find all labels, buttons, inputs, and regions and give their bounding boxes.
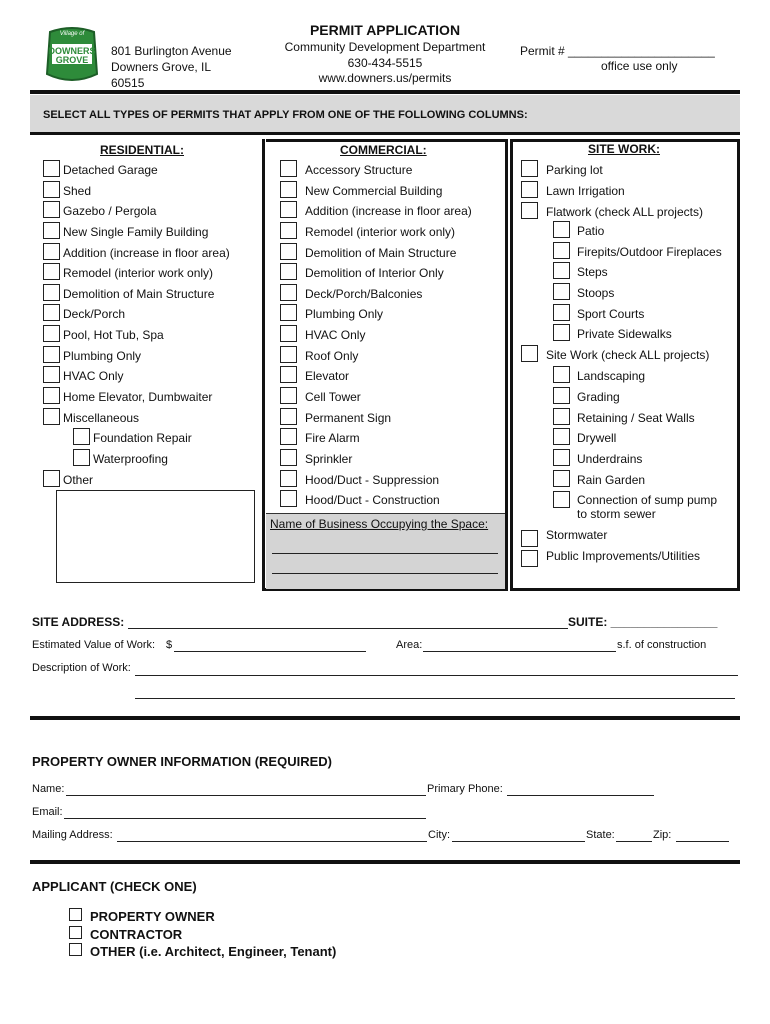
label-res-12: Miscellaneous xyxy=(63,411,140,425)
checkbox-res-1[interactable] xyxy=(43,181,60,198)
label-applicant-owner: PROPERTY OWNER xyxy=(90,909,215,924)
label-com-6: Deck/Porch/Balconies xyxy=(305,287,423,301)
checkbox-res-3[interactable] xyxy=(43,222,60,239)
label-sw-4: Underdrains xyxy=(577,452,643,466)
checkbox-flat-0[interactable] xyxy=(553,221,570,238)
label-res-6: Demolition of Main Structure xyxy=(63,287,215,301)
sitework-heading: SITE WORK: xyxy=(588,142,660,156)
checkbox-com-0[interactable] xyxy=(280,160,297,177)
label-sw-1: Grading xyxy=(577,390,620,404)
checkbox-res-12[interactable] xyxy=(43,408,60,425)
label-flat-1: Firepits/Outdoor Fireplaces xyxy=(577,245,722,259)
checkbox-applicant-owner[interactable] xyxy=(69,908,82,921)
checkbox-com-12[interactable] xyxy=(280,408,297,425)
label-com-13: Fire Alarm xyxy=(305,431,360,445)
label-flat-2: Steps xyxy=(577,265,608,279)
column-divider-left xyxy=(262,139,265,591)
label-com-5: Demolition of Interior Only xyxy=(305,266,444,280)
applicant-heading: APPLICANT (CHECK ONE) xyxy=(32,879,197,894)
checkbox-applicant-other[interactable] xyxy=(69,943,82,956)
checkbox-sw-0[interactable] xyxy=(553,366,570,383)
logo-line2: DOWNERS xyxy=(48,46,96,56)
checkbox-com-10[interactable] xyxy=(280,366,297,383)
commercial-heading: COMMERCIAL: xyxy=(340,143,427,157)
sitework-right xyxy=(737,139,740,591)
owner-phone-label: Primary Phone: xyxy=(427,783,503,795)
column-divider-mid xyxy=(266,139,506,142)
owner-phone-field[interactable] xyxy=(507,795,654,796)
owner-mailing-field[interactable] xyxy=(117,841,427,842)
checkbox-res-4[interactable] xyxy=(43,243,60,260)
value-label: Estimated Value of Work: xyxy=(32,639,156,651)
village-logo xyxy=(42,24,102,86)
site-address-label: SITE ADDRESS: xyxy=(32,615,125,629)
label-com-9: Roof Only xyxy=(305,349,359,363)
label-flat-3: Stoops xyxy=(577,286,615,300)
checkbox-parking[interactable] xyxy=(521,160,538,177)
label-res-sub-1: Waterproofing xyxy=(93,452,168,466)
label-res-11: Home Elevator, Dumbwaiter xyxy=(63,390,213,404)
label-res-0: Detached Garage xyxy=(63,163,158,177)
label-com-0: Accessory Structure xyxy=(305,163,413,177)
band-bottom-rule xyxy=(30,132,740,135)
label-stormwater: Stormwater xyxy=(546,528,608,542)
owner-email-label: Email: xyxy=(32,806,63,818)
checkbox-com-9[interactable] xyxy=(280,346,297,363)
checkbox-sw-3[interactable] xyxy=(553,428,570,445)
checkbox-com-15[interactable] xyxy=(280,470,297,487)
area-field[interactable] xyxy=(423,651,616,652)
label-res-5: Remodel (interior work only) xyxy=(63,266,214,280)
checkbox-sw-1[interactable] xyxy=(553,387,570,404)
label-applicant-other: OTHER (i.e. Architect, Engineer, Tenant) xyxy=(90,944,337,959)
column-divider-right xyxy=(505,139,508,591)
label-com-16: Hood/Duct - Construction xyxy=(305,493,440,507)
label-com-12: Permanent Sign xyxy=(305,411,392,425)
permit-number-field[interactable]: Permit # ______________________ xyxy=(520,44,715,58)
label-com-4: Demolition of Main Structure xyxy=(305,246,457,260)
logo-line1: Village of xyxy=(59,31,85,37)
label-com-15: Hood/Duct - Suppression xyxy=(305,473,440,487)
value-field[interactable] xyxy=(174,651,366,652)
checkbox-com-6[interactable] xyxy=(280,284,297,301)
address-line3: 60515 xyxy=(111,76,145,90)
page-title: PERMIT APPLICATION xyxy=(309,22,461,38)
label-sw-3: Drywell xyxy=(577,431,617,445)
section-divider-1 xyxy=(30,716,740,720)
label-applicant-contractor: CONTRACTOR xyxy=(90,927,183,942)
owner-heading: PROPERTY OWNER INFORMATION (REQUIRED) xyxy=(32,754,332,769)
checkbox-com-13[interactable] xyxy=(280,428,297,445)
label-com-8: HVAC Only xyxy=(305,328,366,342)
label-sw-0: Landscaping xyxy=(577,369,646,383)
checkbox-flat-2[interactable] xyxy=(553,262,570,279)
checkbox-res-10[interactable] xyxy=(43,366,60,383)
address-line2: Downers Grove, IL xyxy=(111,60,212,74)
owner-city-label: City: xyxy=(428,829,450,841)
checkbox-stormwater[interactable] xyxy=(521,530,538,547)
label-sitework: Site Work (check ALL projects) xyxy=(546,348,710,362)
owner-state-label: State: xyxy=(586,829,615,841)
label-res-2: Gazebo / Pergola xyxy=(63,204,157,218)
suite-field[interactable]: SUITE: ________________ xyxy=(568,615,718,629)
label-res-10: HVAC Only xyxy=(63,369,124,383)
checkbox-sw-2[interactable] xyxy=(553,408,570,425)
other-description-box[interactable] xyxy=(56,490,255,583)
checkbox-res-other[interactable] xyxy=(43,470,60,487)
checkbox-com-2[interactable] xyxy=(280,201,297,218)
checkbox-res-5[interactable] xyxy=(43,263,60,280)
checkbox-res-7[interactable] xyxy=(43,304,60,321)
sf-label: s.f. of construction xyxy=(617,639,707,651)
label-flat-0: Patio xyxy=(577,224,605,238)
sitework-bottom xyxy=(510,588,740,591)
dollar-sign: $ xyxy=(166,639,173,651)
site-address-field[interactable] xyxy=(128,628,568,629)
checkbox-res-8[interactable] xyxy=(43,325,60,342)
office-use-note: office use only xyxy=(601,59,678,73)
address-line1: 801 Burlington Avenue xyxy=(111,44,232,58)
owner-city-field[interactable] xyxy=(452,841,585,842)
department-phone: 630-434-5515 xyxy=(347,56,423,70)
label-flat-5: Private Sidewalks xyxy=(577,327,672,341)
owner-state-field[interactable] xyxy=(616,841,652,842)
checkbox-com-16[interactable] xyxy=(280,490,297,507)
checkbox-flat-4[interactable] xyxy=(553,304,570,321)
department-name: Community Development Department xyxy=(284,40,486,54)
label-com-2: Addition (increase in floor area) xyxy=(305,204,472,218)
label-sump-line1: Connection of sump pump xyxy=(577,493,718,507)
description-field-2[interactable] xyxy=(135,698,735,699)
business-name-label: Name of Business Occupying the Space: xyxy=(270,517,489,531)
checkbox-sw-4[interactable] xyxy=(553,449,570,466)
label-parking: Parking lot xyxy=(546,163,603,177)
business-name-line-1[interactable] xyxy=(272,553,498,554)
label-res-1: Shed xyxy=(63,184,92,198)
checkbox-res-9[interactable] xyxy=(43,346,60,363)
checkbox-flatwork[interactable] xyxy=(521,202,538,219)
label-flat-4: Sport Courts xyxy=(577,307,645,321)
checkbox-res-2[interactable] xyxy=(43,201,60,218)
label-com-1: New Commercial Building xyxy=(305,184,443,198)
checkbox-lawn[interactable] xyxy=(521,181,538,198)
checkbox-res-sub-1[interactable] xyxy=(73,449,90,466)
label-flatwork: Flatwork (check ALL projects) xyxy=(546,205,703,219)
label-res-9: Plumbing Only xyxy=(63,349,142,363)
label-res-4: Addition (increase in floor area) xyxy=(63,246,230,260)
label-sw-5: Rain Garden xyxy=(577,473,646,487)
checkbox-sump[interactable] xyxy=(553,491,570,508)
checkbox-res-0[interactable] xyxy=(43,160,60,177)
checkbox-public[interactable] xyxy=(521,550,538,567)
residential-heading: RESIDENTIAL: xyxy=(100,143,184,157)
label-res-3: New Single Family Building xyxy=(63,225,209,239)
checkbox-com-1[interactable] xyxy=(280,181,297,198)
business-name-line-2[interactable] xyxy=(272,573,498,574)
owner-email-field[interactable] xyxy=(64,818,426,819)
label-com-7: Plumbing Only xyxy=(305,307,384,321)
label-res-8: Pool, Hot Tub, Spa xyxy=(63,328,164,342)
label-sump-line2: to storm sewer xyxy=(577,507,656,521)
checkbox-com-8[interactable] xyxy=(280,325,297,342)
label-com-10: Elevator xyxy=(305,369,350,383)
checkbox-sitework[interactable] xyxy=(521,345,538,362)
label-res-7: Deck/Porch xyxy=(63,307,126,321)
label-lawn: Lawn Irrigation xyxy=(546,184,625,198)
checkbox-applicant-contractor[interactable] xyxy=(69,926,82,939)
checkbox-res-11[interactable] xyxy=(43,387,60,404)
checkbox-com-7[interactable] xyxy=(280,304,297,321)
checkbox-com-4[interactable] xyxy=(280,243,297,260)
owner-zip-field[interactable] xyxy=(676,841,729,842)
checkbox-flat-1[interactable] xyxy=(553,242,570,259)
description-label: Description of Work: xyxy=(32,662,131,674)
label-res-other: Other xyxy=(63,473,94,487)
label-com-14: Sprinkler xyxy=(305,452,353,466)
sitework-divider xyxy=(510,139,513,591)
checkbox-com-3[interactable] xyxy=(280,222,297,239)
checkbox-com-14[interactable] xyxy=(280,449,297,466)
checkbox-com-5[interactable] xyxy=(280,263,297,280)
checkbox-flat-5[interactable] xyxy=(553,324,570,341)
label-com-11: Cell Tower xyxy=(305,390,361,404)
instruction-text: SELECT ALL TYPES OF PERMITS THAT APPLY FROM ONE OF THE FOLLOWING COLUMNS: xyxy=(43,109,528,121)
label-com-3: Remodel (interior work only) xyxy=(305,225,456,239)
department-website[interactable]: www.downers.us/permits xyxy=(318,71,452,85)
checkbox-com-11[interactable] xyxy=(280,387,297,404)
label-res-sub-0: Foundation Repair xyxy=(93,431,192,445)
owner-mailing-label: Mailing Address: xyxy=(32,829,113,841)
header-divider xyxy=(30,90,740,94)
description-field-1[interactable] xyxy=(135,675,738,676)
checkbox-res-6[interactable] xyxy=(43,284,60,301)
checkbox-flat-3[interactable] xyxy=(553,283,570,300)
owner-name-field[interactable] xyxy=(66,795,426,796)
area-label: Area: xyxy=(396,639,423,651)
checkbox-res-sub-0[interactable] xyxy=(73,428,90,445)
logo-line3: GROVE xyxy=(55,55,89,65)
owner-zip-label: Zip: xyxy=(653,829,672,841)
section-divider-2 xyxy=(30,860,740,864)
label-public: Public Improvements/Utilities xyxy=(546,549,701,563)
owner-name-label: Name: xyxy=(32,783,65,795)
checkbox-sw-5[interactable] xyxy=(553,470,570,487)
label-sw-2: Retaining / Seat Walls xyxy=(577,411,695,425)
